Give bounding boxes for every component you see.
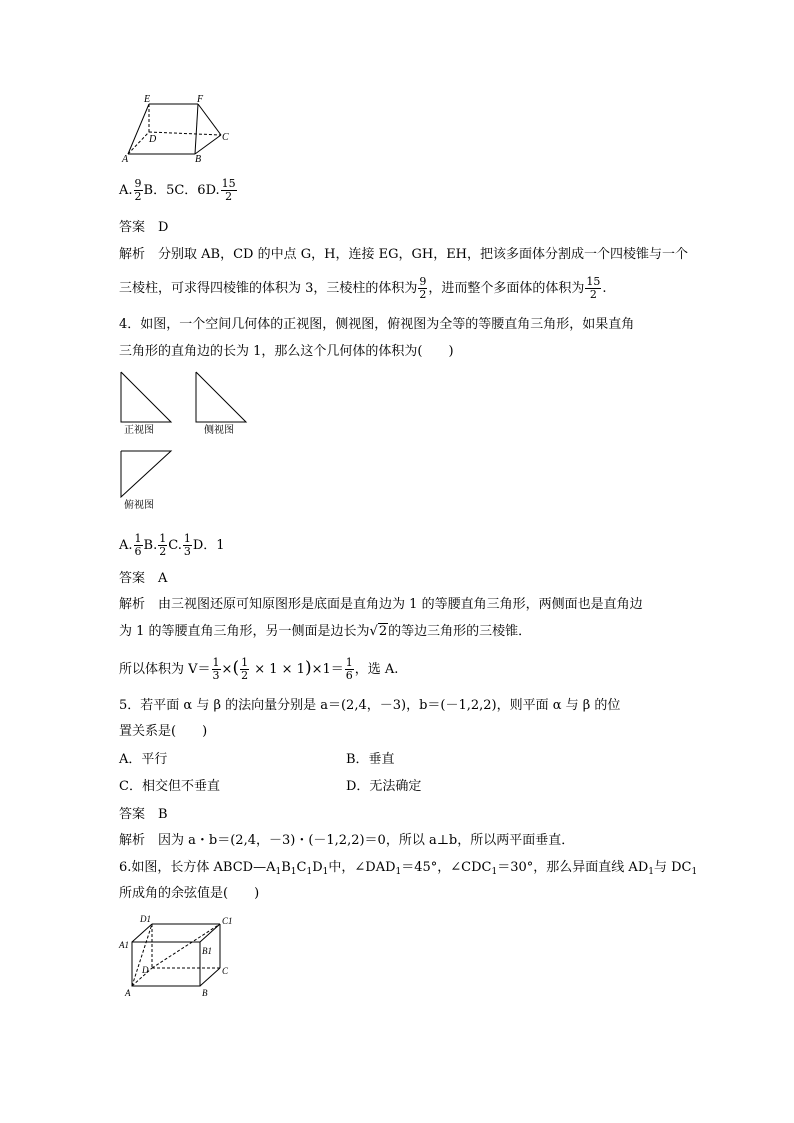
top-view-caption: 俯视图 xyxy=(124,500,154,511)
q4-analysis-2: 为 1 的等腰直角三角形，另一侧面是边长为√2的等边三角形的三棱锥． xyxy=(119,624,532,639)
q4-stem-1: 4．如图，一个空间几何体的正视图，侧视图，俯视图为全等的等腰直角三角形，如果直角 xyxy=(119,317,635,332)
q5-option-b: B．垂直 xyxy=(346,752,395,767)
q5-answer: 答案 B xyxy=(119,807,168,822)
q5-option-d: D．无法确定 xyxy=(346,779,422,794)
label-C: C xyxy=(222,966,229,976)
label-E: E xyxy=(144,94,151,105)
q6-stem-1: 6.如图，长方体 $ABCD—A_1B_1C_1D_1$中，$\angle DAD_1=45^\circ$，$\angle CDC_1=30^\circ$，那么异面直线 $AD_1$与 $DC_1$ xyxy=(119,860,698,877)
q5-stem-2: 置关系是( ) xyxy=(119,724,208,739)
label-D1: D1 xyxy=(140,914,151,924)
q3-analysis-2: 三棱柱，可求得四棱锥的体积为 3，三棱柱的体积为 $\frac{9}{2}$ ，进而整个多面体的体积为 $\frac{15}{2}$ . xyxy=(119,275,607,301)
side-view-caption: 侧视图 xyxy=(204,425,234,436)
q5-option-a: A．平行 xyxy=(119,752,168,767)
label-C1: C1 xyxy=(222,916,233,926)
q3-analysis-1: 解析 分别取 AB，CD 的中点 G，H，连接 EG，GH，EH，把该多面体分割成一个四棱锥与一个 xyxy=(119,247,689,262)
label-A: A xyxy=(125,988,131,998)
label-D: D xyxy=(142,965,149,975)
label-C: C xyxy=(222,132,229,143)
label-B1: B1 xyxy=(202,946,212,956)
label-D: D xyxy=(149,134,157,145)
polyhedron-figure xyxy=(118,92,238,164)
label-B: B xyxy=(202,988,208,998)
q4-options: A. $\frac{1}{6}$ B. $\frac{1}{2}$ C. $\frac{1}{3}$ D．1 xyxy=(119,532,225,558)
q5-option-c: C．相交但不垂直 xyxy=(119,779,220,794)
q5-analysis: 解析 因为 a・b＝(2,4，－3)・(－1,2,2)＝0，所以 a⊥b，所以两平面垂直． xyxy=(119,833,575,848)
q3-options: A. $\frac{9}{2}$ B．5C．6D. $\frac{15}{2}$ xyxy=(119,177,236,203)
q4-stem-2: 三角形的直角边的长为 1，那么这个几何体的体积为( ) xyxy=(119,344,454,359)
q4-volume: 所以体积为 V＝ $\frac{1}{3}$ ×( $\frac{1}{2}$ × 1 × 1)×1＝ $\frac{1}{6}$ ，选 A. xyxy=(119,656,399,682)
label-B: B xyxy=(195,154,202,164)
label-A1: A1 xyxy=(119,940,129,950)
q6-stem-2: 所成角的余弦值是( ) xyxy=(119,886,260,901)
q5-stem-1: 5．若平面 α 与 β 的法向量分别是 a＝(2,4，－3)，b＝(－1,2,2)，则平面 α 与 β 的位 xyxy=(119,698,621,713)
label-F: F xyxy=(197,94,204,105)
front-view-caption: 正视图 xyxy=(124,425,154,436)
cuboid-figure xyxy=(118,912,238,1002)
label-A: A xyxy=(122,154,129,164)
q4-analysis-1: 解析 由三视图还原可知原图形是底面是直角边为 1 的等腰直角三角形，两侧面也是直角边 xyxy=(119,597,643,612)
q3-answer: 答案 D xyxy=(119,220,169,235)
q4-answer: 答案 A xyxy=(119,571,168,586)
